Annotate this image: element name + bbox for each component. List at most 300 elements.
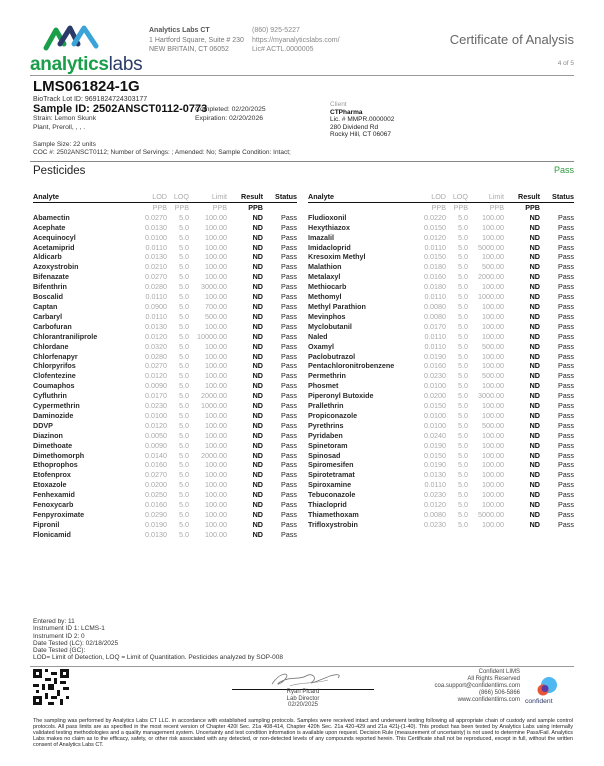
lod-value: 0.0230 — [424, 490, 446, 500]
client-info — [330, 101, 394, 139]
status-value: Pass — [281, 252, 297, 262]
limit-value: 1000.00 — [478, 292, 504, 302]
status-value: Pass — [558, 410, 574, 420]
analyte-name: Chlorfenapyr — [33, 351, 78, 361]
table-row — [33, 451, 297, 461]
lod-value: 0.0160 — [145, 460, 167, 470]
status-value: Pass — [558, 282, 574, 292]
table-header-row — [308, 192, 574, 202]
unit-result: PPB — [248, 202, 263, 212]
limit-value: 500.00 — [482, 420, 504, 430]
result-value: ND — [252, 232, 263, 242]
loq-value: 5.0 — [458, 272, 468, 282]
lod-value: 0.0100 — [424, 420, 446, 430]
analyte-name: Methomyl — [308, 292, 342, 302]
loq-value: 5.0 — [458, 470, 468, 480]
result-value: ND — [252, 440, 263, 450]
analyte-name: Diazinon — [33, 430, 63, 440]
table-row — [33, 530, 297, 540]
lod-value: 0.0080 — [424, 510, 446, 519]
lod-value: 0.0230 — [424, 519, 446, 529]
loq-value: 5.0 — [179, 272, 189, 282]
loq-value: 5.0 — [179, 232, 189, 242]
table-row — [308, 431, 574, 441]
loq-value: 5.0 — [458, 371, 468, 381]
lod-value: 0.0120 — [145, 331, 167, 341]
loq-value: 5.0 — [179, 301, 189, 311]
status-value: Pass — [558, 519, 574, 529]
lod-value: 0.0180 — [424, 282, 446, 292]
loq-value: 5.0 — [179, 440, 189, 450]
lod-value: 0.0160 — [424, 361, 446, 371]
table-row — [308, 411, 574, 421]
limit-value: 100.00 — [482, 500, 504, 510]
analyte-name: Prallethrin — [308, 401, 344, 411]
table-row — [308, 480, 574, 490]
status-value: Pass — [558, 341, 574, 351]
analyte-name: Etofenprox — [33, 470, 71, 480]
table-row — [33, 282, 297, 292]
limit-value: 10000.00 — [197, 331, 227, 341]
result-value: ND — [529, 430, 540, 440]
loq-value: 5.0 — [458, 222, 468, 232]
table-row — [308, 490, 574, 500]
status-value: Pass — [558, 272, 574, 282]
lod-value: 0.0270 — [145, 361, 167, 371]
sample-size: Sample Size: 22 units — [33, 141, 96, 148]
table-row — [33, 510, 297, 520]
result-value: ND — [529, 321, 540, 331]
lod-value: 0.0280 — [145, 351, 167, 361]
status-value: Pass — [558, 311, 574, 321]
completed-date: Completed: 02/20/2025 — [195, 106, 266, 113]
analyte-name: Bifenthrin — [33, 282, 67, 292]
analyte-name: Fenpyroximate — [33, 510, 85, 519]
analyte-name: Spinosad — [308, 450, 341, 460]
lims-website[interactable]: www.confidentlims.com — [457, 697, 520, 703]
disclaimer-text: The sampling was performed by Analytics Labs CT LLC. in accordance with established sampling protocols. Samples were received intact and underwent testing following all appropriate chain of custody and sample control protocols. All pass limits are as specified in the most recent version of Chapter 420l Sec. 21a 408-414, Chapter 420h Sec. 21a 420-429 and 21a 421j-(1-40). This product has been tested by Analytics Labs using internally validated testing methodologies and a quality management system. Uncertainty and test condition information is available upon request. Decision Rule (measurement of uncertainty) is not used to determine Pass/Fail. Analytics Labs makes no claim as to the efficacy, safety, or other risk associated with any detected, or non-detected levels of any compounds reported herein. This Certificate shall not be reproduced, except in full, without the written consent of Analytics Labs CT. — [33, 718, 573, 748]
limit-value: 100.00 — [205, 262, 227, 272]
analyte-name: Azoxystrobin — [33, 262, 79, 272]
status-value: Pass — [281, 262, 297, 272]
col-analyte: Analyte — [33, 192, 131, 202]
lod-value: 0.0100 — [424, 410, 446, 420]
col-limit: Limit — [189, 192, 227, 202]
limit-value: 100.00 — [205, 460, 227, 470]
table-row — [308, 401, 574, 411]
status-value: Pass — [558, 222, 574, 232]
lod-value: 0.0120 — [424, 232, 446, 242]
analyte-name: Imazalil — [308, 232, 334, 242]
loq-value: 5.0 — [458, 331, 468, 341]
result-value: ND — [529, 460, 540, 470]
status-value: Pass — [558, 292, 574, 302]
limit-value: 2000.00 — [478, 272, 504, 282]
lod-value: 0.0190 — [145, 519, 167, 529]
result-value: ND — [529, 222, 540, 232]
analyte-name: Pyridaben — [308, 430, 343, 440]
result-value: ND — [529, 440, 540, 450]
lod-value: 0.0090 — [145, 440, 167, 450]
analyte-name: Cyfluthrin — [33, 391, 67, 401]
table-row — [33, 500, 297, 510]
analyte-name: Phosmet — [308, 381, 339, 391]
lod-value: 0.0200 — [424, 391, 446, 401]
loq-value: 5.0 — [179, 500, 189, 510]
col-limit: Limit — [468, 192, 504, 202]
client-name: CTPharma — [330, 108, 363, 116]
analyte-name: Boscalid — [33, 292, 63, 302]
analyte-name: Spiromesifen — [308, 460, 354, 470]
table-row — [308, 292, 574, 302]
loq-value: 5.0 — [458, 490, 468, 500]
result-value: ND — [529, 510, 540, 519]
analyte-name: Permethrin — [308, 371, 346, 381]
result-value: ND — [529, 242, 540, 252]
loq-value: 5.0 — [179, 311, 189, 321]
signature-date: 02/20/2025 — [287, 702, 319, 708]
table-row — [33, 252, 297, 262]
client-label: Client — [330, 101, 347, 108]
instrument-id-1: Instrument ID 1: LCMS-1 — [33, 625, 105, 633]
table-row — [33, 272, 297, 282]
status-value: Pass — [558, 420, 574, 430]
limit-value: 100.00 — [205, 252, 227, 262]
status-value: Pass — [281, 391, 297, 401]
table-row — [308, 520, 574, 530]
analyte-name: Oxamyl — [308, 341, 334, 351]
limit-value: 100.00 — [205, 410, 227, 420]
loq-value: 5.0 — [458, 361, 468, 371]
analyte-name: Flonicamid — [33, 529, 71, 539]
lod-value: 0.0110 — [424, 292, 446, 302]
lod-value: 0.0210 — [145, 262, 167, 272]
table-row — [33, 322, 297, 332]
logo-mark-icon — [42, 24, 102, 52]
status-value: Pass — [558, 301, 574, 311]
status-value: Pass — [281, 450, 297, 460]
table-row — [33, 262, 297, 272]
table-row — [33, 520, 297, 530]
result-value: ND — [252, 292, 263, 302]
lod-value: 0.0120 — [424, 500, 446, 510]
loq-value: 5.0 — [458, 252, 468, 262]
analyte-name: Fludioxonil — [308, 212, 347, 222]
loq-value: 5.0 — [179, 480, 189, 490]
table-row — [308, 233, 574, 243]
limit-value: 5000.00 — [478, 510, 504, 519]
unit-limit: PPB — [489, 202, 504, 212]
result-value: ND — [252, 470, 263, 480]
analyte-name: Mevinphos — [308, 311, 346, 321]
table-row — [33, 223, 297, 233]
status-value: Pass — [281, 490, 297, 500]
table-row — [308, 213, 574, 223]
lod-value: 0.0170 — [145, 391, 167, 401]
status-value: Pass — [558, 252, 574, 262]
limit-value: 100.00 — [205, 440, 227, 450]
status-value: Pass — [281, 272, 297, 282]
status-value: Pass — [558, 351, 574, 361]
result-value: ND — [252, 282, 263, 292]
unit-lod: PPB — [431, 202, 446, 212]
result-value: ND — [252, 301, 263, 311]
loq-value: 5.0 — [458, 292, 468, 302]
status-value: Pass — [558, 371, 574, 381]
loq-value: 5.0 — [179, 510, 189, 519]
lod-value: 0.0270 — [145, 470, 167, 480]
table-row — [33, 312, 297, 322]
limit-value: 700.00 — [205, 301, 227, 311]
table-row — [308, 332, 574, 342]
lod-value: 0.0200 — [145, 480, 167, 490]
result-value: ND — [529, 371, 540, 381]
analyte-name: Paclobutrazol — [308, 351, 356, 361]
analyte-name: Daminozide — [33, 410, 74, 420]
result-value: ND — [529, 311, 540, 321]
lab-contact — [252, 26, 340, 55]
status-value: Pass — [558, 321, 574, 331]
analyte-name: Thiamethoxam — [308, 510, 359, 519]
table-row — [308, 391, 574, 401]
col-lod: LOD — [414, 192, 446, 202]
status-value: Pass — [558, 232, 574, 242]
analyte-name: Etoxazole — [33, 480, 67, 490]
lab-website[interactable]: https://myanalyticslabs.com/ — [252, 36, 340, 44]
lod-value: 0.0110 — [424, 331, 446, 341]
col-result: Result — [504, 192, 540, 202]
analyte-name: Dimethoate — [33, 440, 73, 450]
table-body-right — [308, 213, 574, 530]
result-value: ND — [529, 480, 540, 490]
lod-value: 0.0150 — [424, 450, 446, 460]
limit-value: 500.00 — [482, 262, 504, 272]
status-value: Pass — [281, 242, 297, 252]
table-row — [33, 460, 297, 470]
status-value: Pass — [558, 401, 574, 411]
limit-value: 100.00 — [482, 401, 504, 411]
table-row — [308, 470, 574, 480]
result-value: ND — [529, 351, 540, 361]
loq-value: 5.0 — [458, 351, 468, 361]
status-value: Pass — [281, 222, 297, 232]
lod-value: 0.0190 — [424, 460, 446, 470]
lod-value: 0.0110 — [145, 242, 167, 252]
analyte-name: Ethoprophos — [33, 460, 78, 470]
table-row — [308, 441, 574, 451]
result-value: ND — [252, 222, 263, 232]
table-row — [308, 371, 574, 381]
loq-value: 5.0 — [179, 282, 189, 292]
table-row — [308, 421, 574, 431]
result-value: ND — [252, 212, 263, 222]
result-value: ND — [252, 410, 263, 420]
analyte-name: Aldicarb — [33, 252, 62, 262]
table-row — [33, 332, 297, 342]
limit-value: 100.00 — [482, 410, 504, 420]
limit-value: 100.00 — [205, 470, 227, 480]
table-row — [33, 302, 297, 312]
client-address-1: 280 Dividend Rd — [330, 123, 379, 131]
table-row — [308, 322, 574, 332]
lod-value: 0.0230 — [145, 401, 167, 411]
instrument-id-2: Instrument ID 2: 0 — [33, 632, 85, 640]
sample-strain-info — [33, 115, 96, 132]
status-value: Pass — [558, 480, 574, 490]
loq-value: 5.0 — [179, 341, 189, 351]
col-status: Status — [540, 192, 574, 202]
lab-phone: (860) 925-5227 — [252, 27, 300, 34]
strain: Strain: Lemon Skunk — [33, 115, 97, 122]
limit-value: 100.00 — [482, 480, 504, 490]
table-row — [308, 282, 574, 292]
limit-value: 100.00 — [482, 331, 504, 341]
sample-dates — [195, 105, 266, 123]
analyte-name: Fipronil — [33, 519, 60, 529]
result-value: ND — [252, 500, 263, 510]
lims-phone: (866) 506-5866 — [478, 690, 520, 696]
signer-info — [232, 689, 374, 709]
result-value: ND — [252, 420, 263, 430]
status-value: Pass — [281, 282, 297, 292]
loq-value: 5.0 — [458, 410, 468, 420]
unit-result: PPB — [525, 202, 540, 212]
unit-loq: PPB — [174, 202, 189, 212]
lims-email[interactable]: coa.support@confidentlims.com — [434, 683, 520, 689]
lod-value: 0.0120 — [145, 420, 167, 430]
result-value: ND — [529, 341, 540, 351]
analyte-name: Propiconazole — [308, 410, 358, 420]
status-value: Pass — [281, 311, 297, 321]
table-row — [308, 243, 574, 253]
lod-value: 0.0110 — [145, 292, 167, 302]
status-value: Pass — [558, 490, 574, 500]
qr-code-icon[interactable] — [33, 669, 69, 705]
limit-value: 100.00 — [482, 440, 504, 450]
result-value: ND — [252, 361, 263, 371]
table-row — [33, 431, 297, 441]
result-value: ND — [529, 470, 540, 480]
table-body-left — [33, 213, 297, 540]
analyte-name: DDVP — [33, 420, 53, 430]
lod-value: 0.0190 — [424, 351, 446, 361]
limit-value: 100.00 — [205, 212, 227, 222]
expiration-date: Expiration: 02/20/2026 — [195, 115, 264, 122]
table-row — [308, 312, 574, 322]
analyte-name: Naled — [308, 331, 328, 341]
limit-value: 100.00 — [482, 519, 504, 529]
table-row — [33, 233, 297, 243]
lms-id: LMS061824-1G — [33, 78, 140, 95]
loq-value: 5.0 — [179, 391, 189, 401]
analyte-name: Malathion — [308, 262, 342, 272]
limit-value: 100.00 — [205, 222, 227, 232]
result-value: ND — [252, 391, 263, 401]
analyte-name: Bifenazate — [33, 272, 69, 282]
limit-value: 100.00 — [482, 252, 504, 262]
status-value: Pass — [281, 430, 297, 440]
status-value: Pass — [558, 440, 574, 450]
result-value: ND — [529, 292, 540, 302]
analyte-name: Spirotetramat — [308, 470, 355, 480]
status-value: Pass — [281, 292, 297, 302]
limit-value: 100.00 — [205, 321, 227, 331]
result-value: ND — [252, 510, 263, 519]
lod-value: 0.0130 — [145, 529, 167, 539]
loq-value: 5.0 — [179, 321, 189, 331]
table-row — [33, 342, 297, 352]
analyte-name: Chlorantraniliprole — [33, 331, 98, 341]
table-row — [33, 401, 297, 411]
coc-info: COC #: 2502ANSCT0112; Number of Servings: ; Amended: No; Sample Condition: Intact; — [33, 149, 291, 156]
date-tested-lc: Date Tested (LC): 02/18/2025 — [33, 639, 119, 647]
analyte-name: Captan — [33, 301, 58, 311]
loq-value: 5.0 — [179, 470, 189, 480]
lod-value: 0.0150 — [424, 401, 446, 411]
analyte-name: Spiroxamine — [308, 480, 352, 490]
lod-value: 0.0220 — [424, 212, 446, 222]
analytics-labs-logo — [30, 24, 143, 75]
status-value: Pass — [281, 212, 297, 222]
limit-value: 100.00 — [482, 460, 504, 470]
unit-lod: PPB — [152, 202, 167, 212]
limit-value: 100.00 — [205, 292, 227, 302]
table-row — [308, 361, 574, 371]
status-value: Pass — [281, 341, 297, 351]
analyte-name: Acephate — [33, 222, 66, 232]
table-header-row — [33, 192, 297, 202]
status-value: Pass — [281, 480, 297, 490]
col-loq: LOQ — [167, 192, 189, 202]
col-status: Status — [263, 192, 297, 202]
lod-value: 0.0080 — [424, 301, 446, 311]
status-value: Pass — [281, 381, 297, 391]
limit-value: 2000.00 — [201, 450, 227, 460]
lod-value: 0.0190 — [424, 440, 446, 450]
analyte-name: Carbofuran — [33, 321, 72, 331]
loq-value: 5.0 — [458, 450, 468, 460]
status-value: Pass — [558, 242, 574, 252]
limit-value: 100.00 — [482, 222, 504, 232]
lod-value: 0.0150 — [424, 222, 446, 232]
lod-value: 0.0050 — [145, 430, 167, 440]
sample-id: Sample ID: 2502ANSCT0112-0773 — [33, 103, 208, 115]
limit-value: 100.00 — [205, 351, 227, 361]
result-value: ND — [252, 242, 263, 252]
limit-value: 100.00 — [482, 430, 504, 440]
status-value: Pass — [281, 351, 297, 361]
signer-name: Ryan Picard — [286, 689, 320, 695]
loq-value: 5.0 — [458, 242, 468, 252]
result-value: ND — [252, 341, 263, 351]
loq-value: 5.0 — [458, 440, 468, 450]
lod-value: 0.0250 — [145, 490, 167, 500]
table-row — [308, 451, 574, 461]
loq-value: 5.0 — [458, 321, 468, 331]
table-row — [33, 213, 297, 223]
result-value: ND — [252, 311, 263, 321]
biotrack-lot-id: BioTrack Lot ID: 9691824724303177 — [33, 96, 148, 103]
lod-value: 0.0100 — [145, 232, 167, 242]
loq-value: 5.0 — [179, 351, 189, 361]
limit-value: 100.00 — [205, 381, 227, 391]
limit-value: 100.00 — [205, 420, 227, 430]
table-row — [33, 490, 297, 500]
table-row — [33, 352, 297, 362]
status-value: Pass — [281, 440, 297, 450]
lod-value: 0.0120 — [145, 371, 167, 381]
loq-value: 5.0 — [179, 381, 189, 391]
